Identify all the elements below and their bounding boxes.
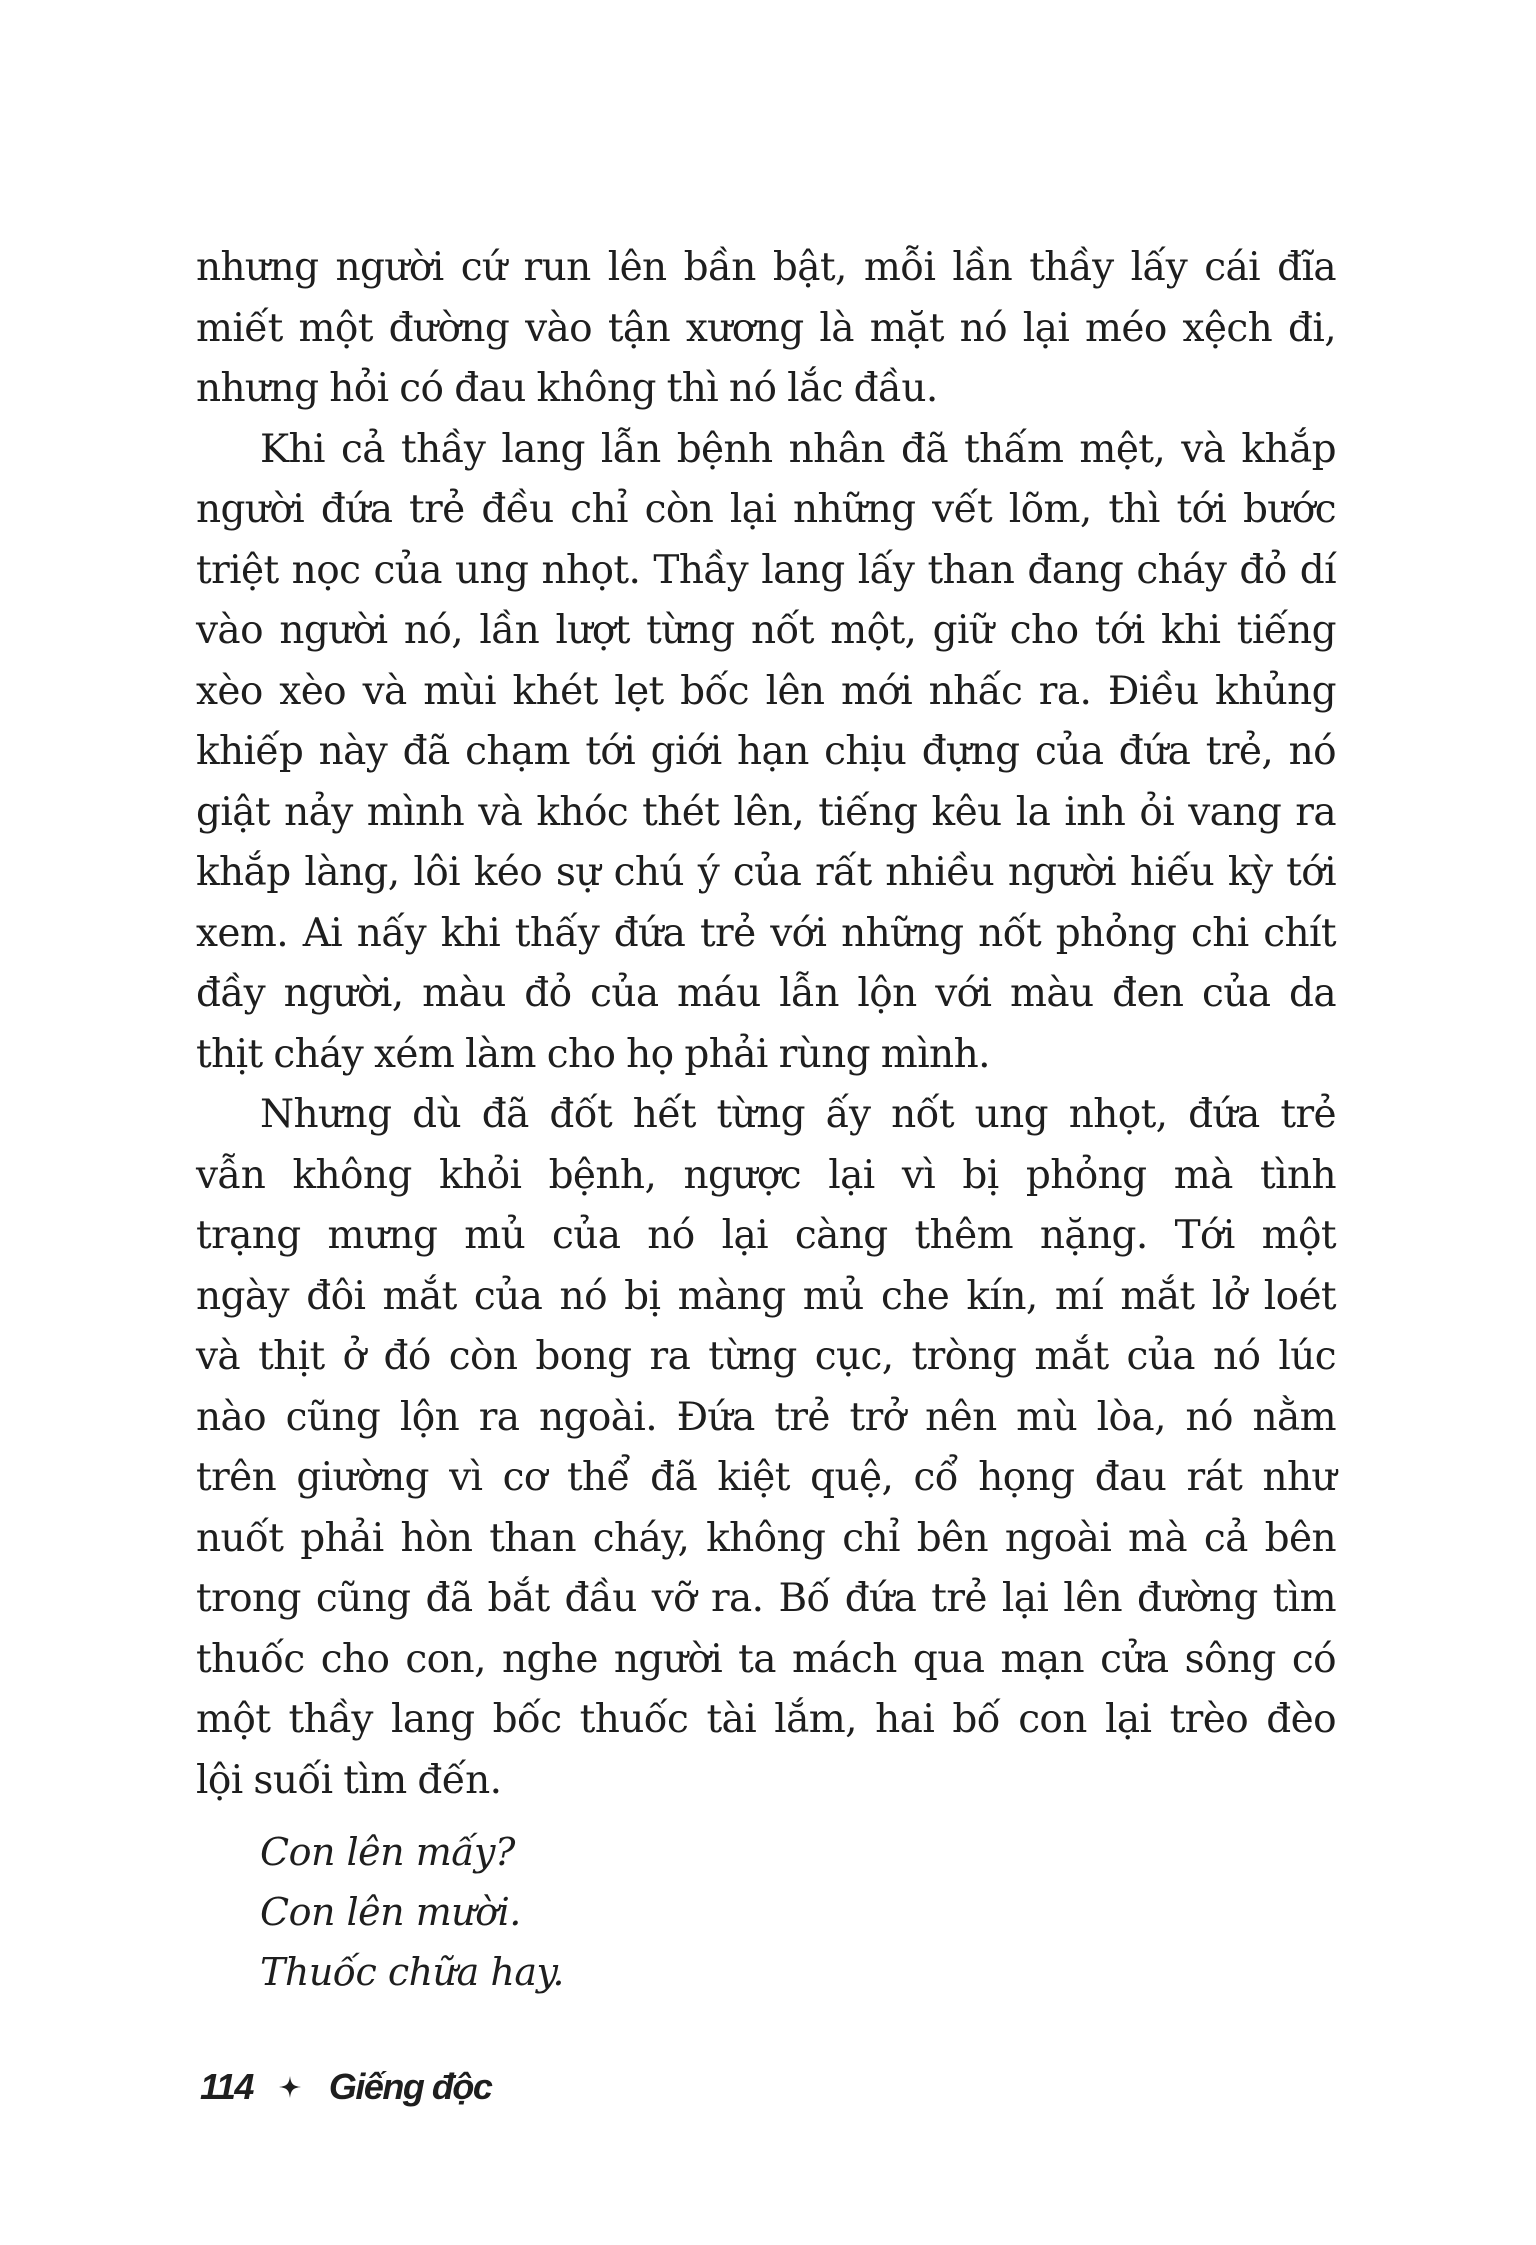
text-line: đầy người, màu đỏ của máu lẫn lộn với màu đen của da bbox=[196, 971, 1336, 1016]
paragraph bbox=[196, 1085, 1336, 1811]
text-line: khiếp này đã chạm tới giới hạn chịu đựng của đứa trẻ, nó bbox=[196, 729, 1336, 774]
paragraph bbox=[196, 420, 1336, 1086]
text-line: thịt cháy xém làm cho họ phải rùng mình. bbox=[196, 1031, 990, 1077]
text-line: trạng mưng mủ của nó lại càng thêm nặng. Tới một bbox=[196, 1213, 1336, 1258]
verse-line: Con lên mười. bbox=[260, 1890, 521, 1934]
italic-verse bbox=[260, 1822, 564, 2002]
text-line: người đứa trẻ đều chỉ còn lại những vết lõm, thì tới bước bbox=[196, 487, 1336, 532]
page-footer bbox=[200, 2066, 491, 2108]
text-line: xem. Ai nấy khi thấy đứa trẻ với những nốt phỏng chi chít bbox=[196, 910, 1336, 956]
text-line: Nhưng dù đã đốt hết từng ấy nốt ung nhọt, đứa trẻ bbox=[260, 1092, 1336, 1137]
text-line: miết một đường vào tận xương là mặt nó lại méo xệch đi, bbox=[196, 305, 1336, 351]
text-line: vào người nó, lần lượt từng nốt một, giữ cho tới khi tiếng bbox=[196, 608, 1336, 653]
text-line: nuốt phải hòn than cháy, không chỉ bên ngoài mà cả bên bbox=[196, 1515, 1336, 1561]
text-line: khắp làng, lôi kéo sự chú ý của rất nhiều người hiếu kỳ tới bbox=[196, 850, 1336, 895]
text-line: nhưng người cứ run lên bần bật, mỗi lần thầy lấy cái đĩa bbox=[196, 245, 1336, 290]
text-line: lội suối tìm đến. bbox=[196, 1757, 502, 1803]
paragraph bbox=[196, 238, 1336, 420]
text-line: vẫn không khỏi bệnh, ngược lại vì bị phỏng mà tình bbox=[196, 1152, 1336, 1198]
text-line: thuốc cho con, nghe người ta mách qua mạn cửa sông có bbox=[196, 1636, 1336, 1682]
text-line: nhưng hỏi có đau không thì nó lắc đầu. bbox=[196, 366, 938, 411]
text-line: trên giường vì cơ thể đã kiệt quệ, cổ họng đau rát như bbox=[196, 1455, 1336, 1500]
text-line: một thầy lang bốc thuốc tài lắm, hai bố con lại trèo đèo bbox=[196, 1697, 1336, 1742]
text-line: triệt nọc của ung nhọt. Thầy lang lấy than đang cháy đỏ dí bbox=[196, 547, 1336, 593]
text-line: nào cũng lộn ra ngoài. Đứa trẻ trở nên mù lòa, nó nằm bbox=[196, 1394, 1336, 1440]
text-line: ngày đôi mắt của nó bị màng mủ che kín, mí mắt lở loét bbox=[196, 1273, 1336, 1319]
page-number: 114 bbox=[200, 2066, 253, 2107]
verse-line: Thuốc chữa hay. bbox=[260, 1950, 564, 1994]
text-line: Khi cả thầy lang lẫn bệnh nhân đã thấm mệt, và khắp bbox=[260, 426, 1336, 472]
text-line: xèo xèo và mùi khét lẹt bốc lên mới nhấc ra. Điều khủng bbox=[196, 668, 1336, 714]
text-line: trong cũng đã bắt đầu vỡ ra. Bố đứa trẻ lại lên đường tìm bbox=[196, 1576, 1336, 1621]
text-line: và thịt ở đó còn bong ra từng cục, tròng mắt của nó lúc bbox=[196, 1334, 1336, 1379]
book-title: Giếng độc bbox=[328, 2066, 492, 2107]
text-line: giật nảy mình và khóc thét lên, tiếng kêu la inh ỏi vang ra bbox=[196, 789, 1336, 835]
four-point-star-icon bbox=[279, 2076, 301, 2098]
body-text bbox=[196, 238, 1336, 1811]
verse-line: Con lên mấy? bbox=[260, 1830, 515, 1874]
